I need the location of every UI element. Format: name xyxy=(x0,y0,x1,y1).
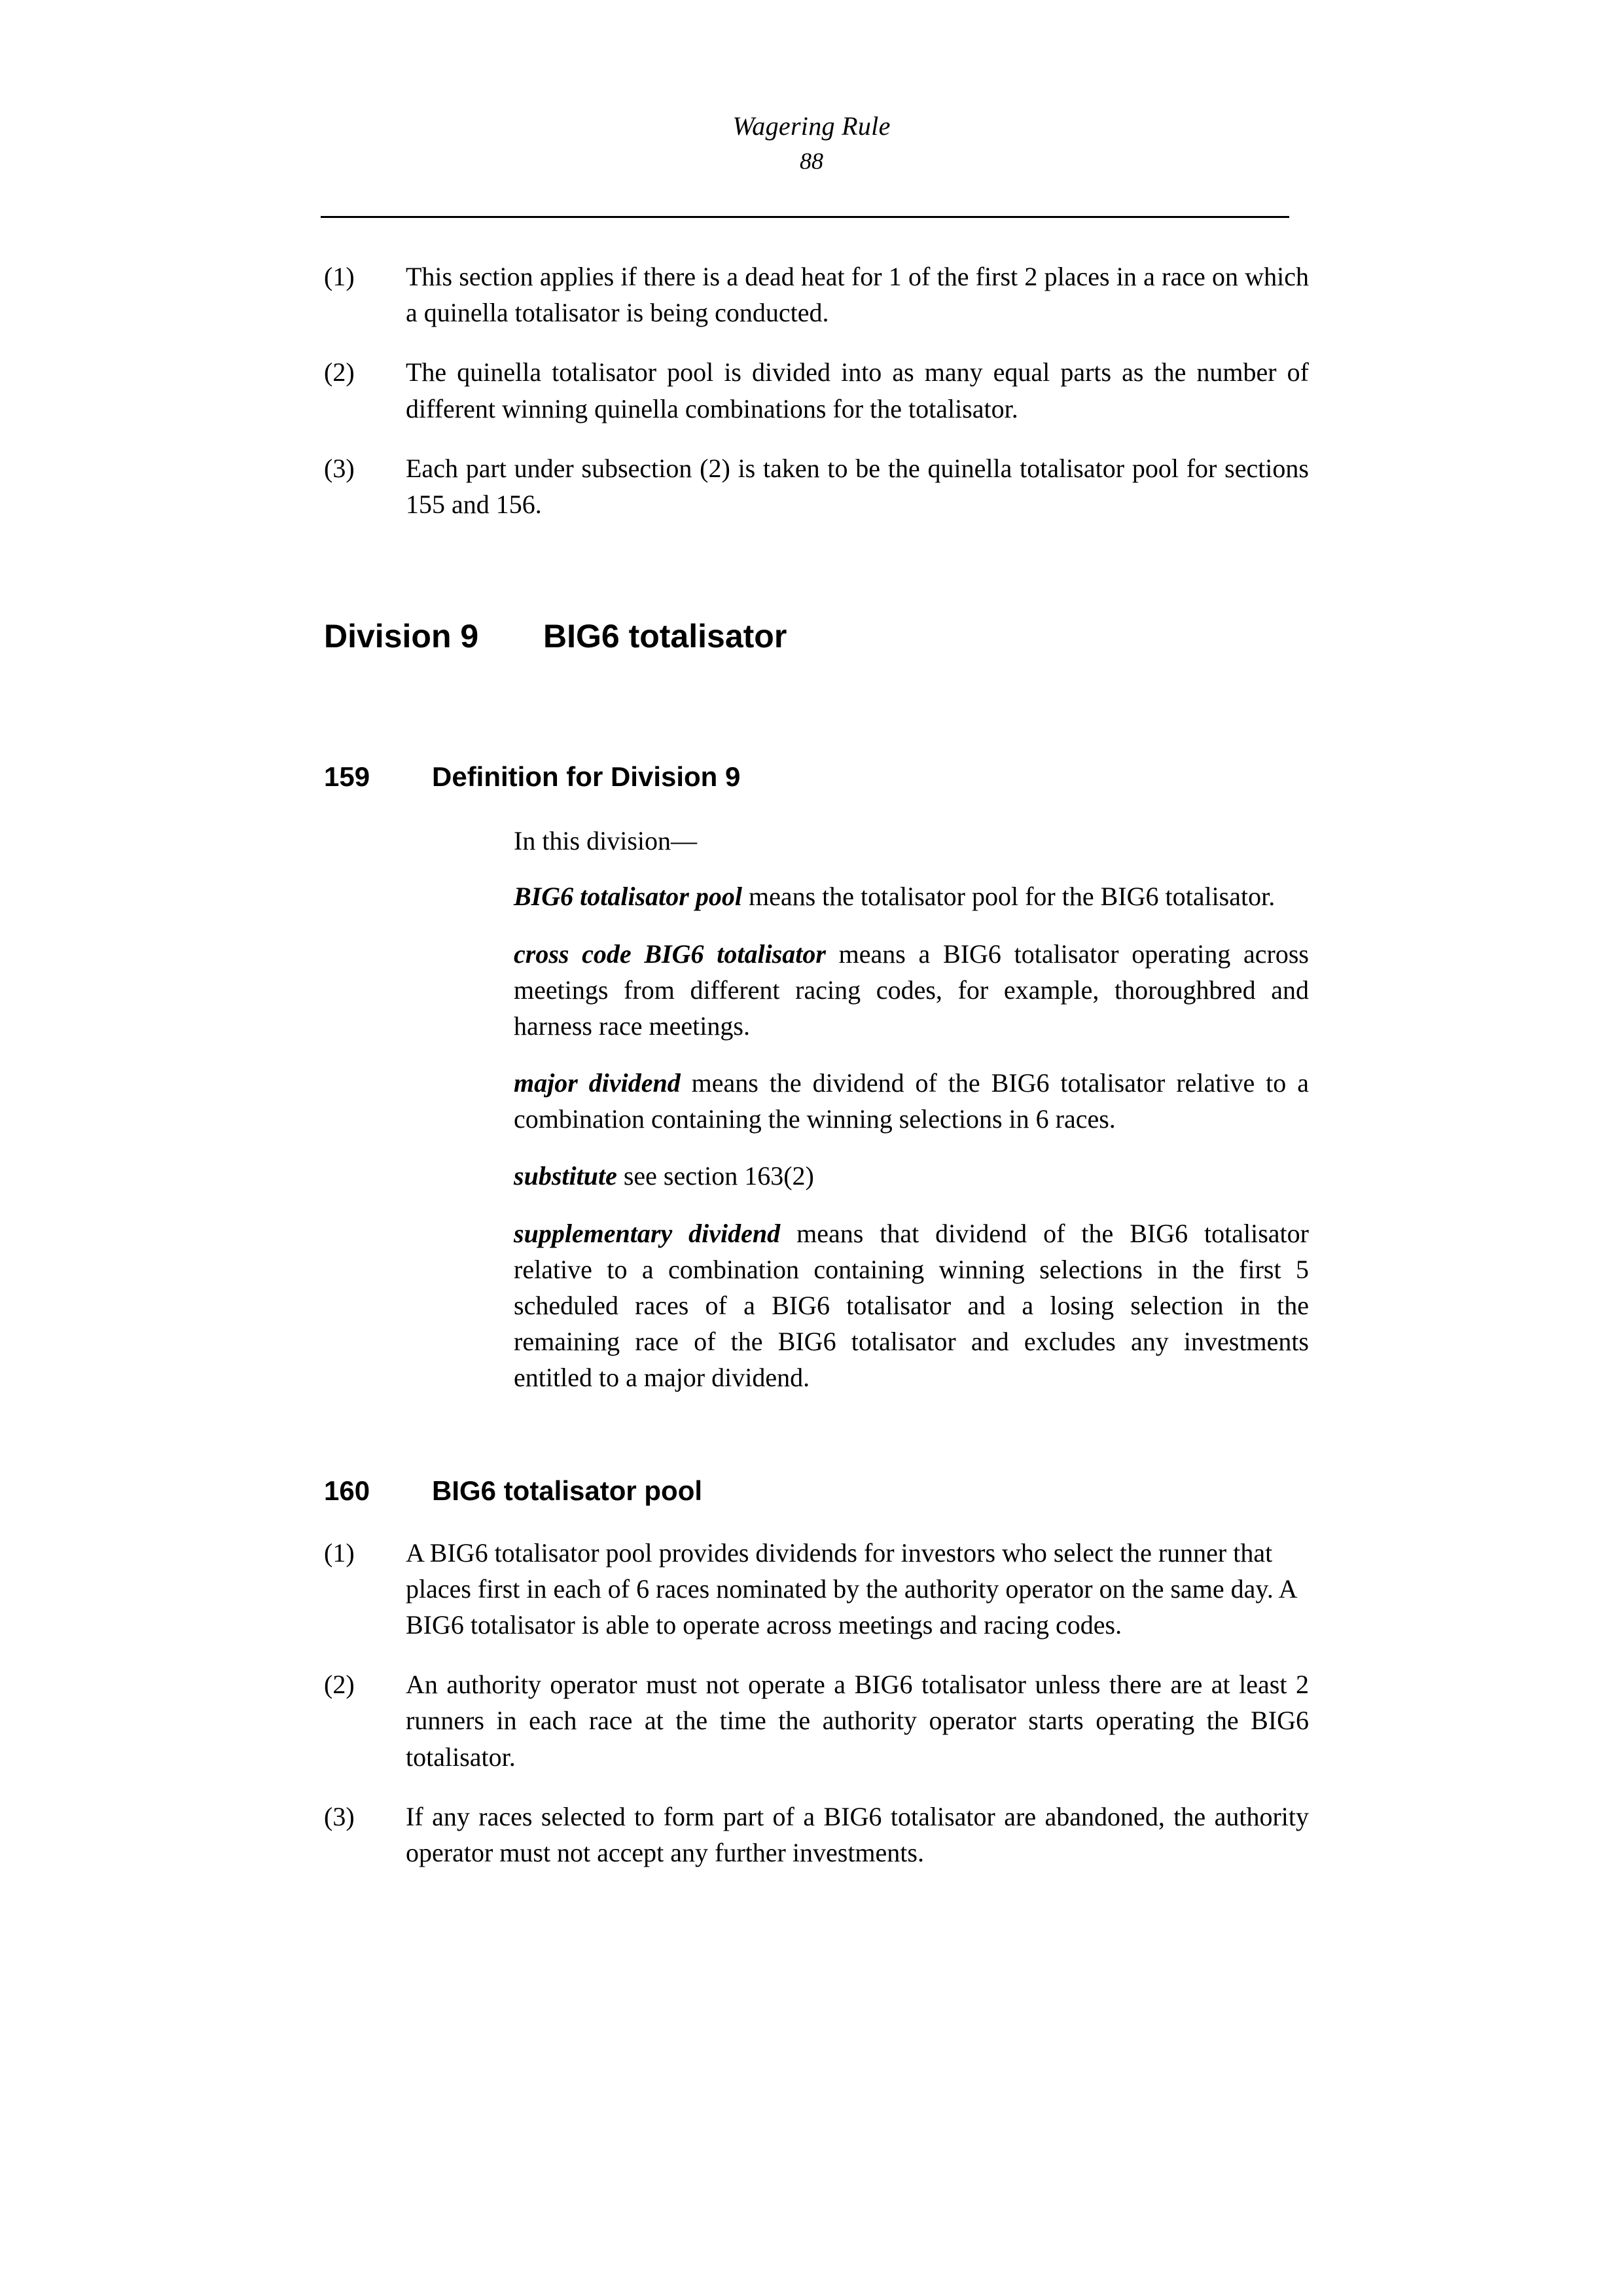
definition-term: supplementary dividend xyxy=(514,1218,781,1248)
subsection xyxy=(0,450,1623,522)
subsection-text: If any races selected to form part of a BIG6 totalisator are abandoned, the authority operator must not accept any further investments. xyxy=(406,1801,1309,1867)
spacer xyxy=(0,617,1623,713)
page-header xyxy=(0,111,1623,175)
spacer xyxy=(0,1475,1623,1535)
definition-block xyxy=(0,823,1623,1395)
spacer xyxy=(0,713,1623,761)
spacer xyxy=(0,546,1623,617)
definition-body: means that dividend of the BIG6 totalisator relative to a combination containing winning selections in the first 5 scheduled races of a BIG6 totalisator and a losing selection in the remaining race of the BIG6 totalisator and excludes any investments entitled to a major dividend. xyxy=(514,1218,1309,1393)
definition-term: cross code BIG6 totalisator xyxy=(514,939,826,969)
definition-body: means the dividend of the BIG6 totalisator relative to a combination containing the winning selections in 6 races. xyxy=(514,1068,1309,1134)
definition-entry xyxy=(514,1215,1309,1396)
subsection-text: Each part under subsection (2) is taken to be the quinella totalisator pool for sections 155 and 156. xyxy=(406,453,1309,519)
section-title: Definition for Division 9 xyxy=(432,761,741,793)
definition-body: means a BIG6 totalisator operating across meetings from different racing codes, for example, thoroughbred and harness race meetings. xyxy=(514,939,1310,1041)
definition-body: means the totalisator pool for the BIG6 totalisator. xyxy=(741,882,1275,912)
subsection-number: (3) xyxy=(324,453,355,483)
spacer xyxy=(0,1396,1623,1475)
subsection-text: This section applies if there is a dead heat for 1 of the first 2 places in a race on which a quinella totalisator is being conducted. xyxy=(406,262,1309,328)
division-label: Division 9 xyxy=(324,618,479,655)
subsection xyxy=(0,1666,1623,1775)
subsection-text: A BIG6 totalisator pool provides dividends for investors who select the runner that places first in each of 6 races nominated by the authority operator on the same day. A BIG6 totalisator is able to operate across meetings and racing codes. xyxy=(406,1537,1296,1640)
page-content xyxy=(0,259,1623,1871)
page-number: 88 xyxy=(800,148,823,174)
definition-entry xyxy=(514,1158,1309,1194)
subsection xyxy=(0,259,1623,331)
spacer xyxy=(0,761,1623,823)
subsection-number: (3) xyxy=(324,1801,355,1831)
subsection-number: (1) xyxy=(324,1537,355,1568)
definition-body: see section 163(2) xyxy=(616,1161,814,1191)
subsection-number: (2) xyxy=(324,1670,355,1700)
definition-term: substitute xyxy=(514,1161,617,1191)
section-number: 159 xyxy=(324,761,370,793)
definition-entry xyxy=(514,1065,1309,1137)
definition-term: major dividend xyxy=(514,1068,681,1098)
subsection xyxy=(0,1535,1623,1643)
section-number: 160 xyxy=(324,1475,370,1506)
document-title: Wagering Rule xyxy=(732,111,891,141)
division-title: BIG6 totalisator xyxy=(543,618,787,655)
definition-term: BIG6 totalisator pool xyxy=(514,882,742,912)
subsection-text: The quinella totalisator pool is divided into as many equal parts as the number of different winning quinella combinations for the totalisator. xyxy=(406,357,1309,423)
subsection-number: (1) xyxy=(324,262,355,291)
definition-intro: In this division— xyxy=(514,826,698,856)
subsection-text: An authority operator must not operate a BIG6 totalisator unless there are at least 2 runners in each race at the time the authority operator starts operating the BIG6 totalisator. xyxy=(406,1670,1309,1772)
subsection xyxy=(0,354,1623,426)
header-divider-rule xyxy=(321,216,1289,218)
definition-entry xyxy=(514,878,1309,914)
section-title: BIG6 totalisator pool xyxy=(432,1475,703,1506)
definition-entry xyxy=(514,936,1309,1045)
subsection xyxy=(0,1799,1623,1871)
subsection-number: (2) xyxy=(324,357,355,387)
